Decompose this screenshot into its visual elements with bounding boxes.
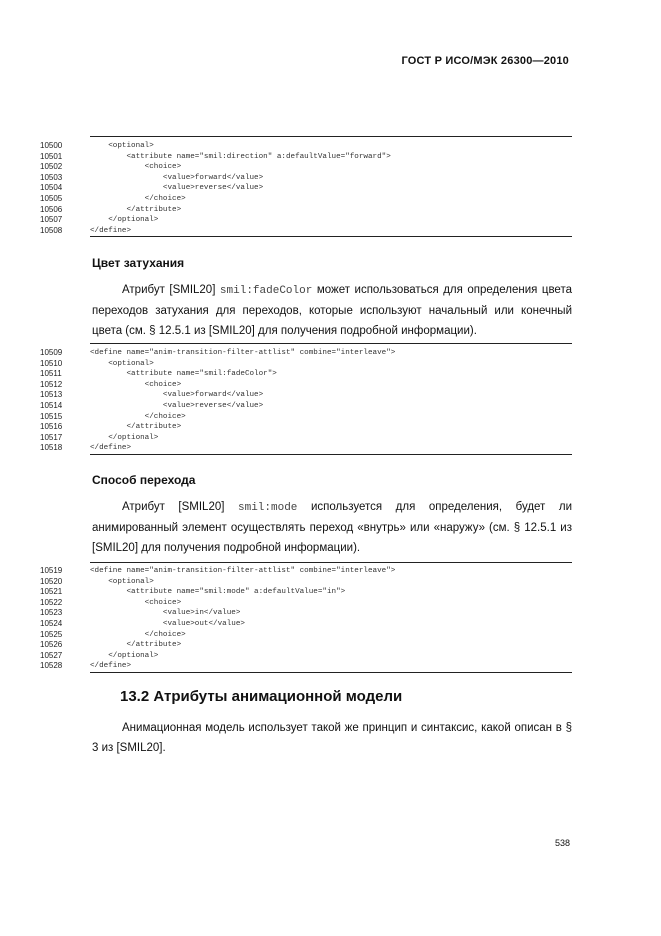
- code-line: [40, 577, 572, 588]
- code-block-3: [40, 562, 572, 673]
- code-block-2: [40, 343, 572, 455]
- code-text: </define>: [90, 662, 132, 671]
- line-number: 10508: [40, 225, 63, 235]
- code-line: [40, 369, 572, 380]
- code-text: <choice>: [90, 163, 182, 172]
- line-number: 10527: [40, 650, 63, 660]
- line-number: 10509: [40, 348, 63, 357]
- code-line: [40, 422, 572, 433]
- line-number: 10500: [40, 141, 63, 150]
- code-line: [40, 651, 572, 662]
- inline-code: smil:mode: [238, 502, 298, 514]
- code-text: <attribute name="smil:fadeColor">: [90, 370, 277, 379]
- paragraph-text: Атрибут [SMIL20]: [122, 501, 238, 513]
- code-lines: [40, 137, 572, 236]
- line-number: 10523: [40, 608, 63, 618]
- code-text: <value>forward</value>: [90, 391, 264, 400]
- paragraph-animation-model: [92, 718, 572, 758]
- line-number: 10528: [40, 661, 63, 671]
- code-text: </choice>: [90, 412, 186, 421]
- code-line: [40, 162, 572, 173]
- code-text: <choice>: [90, 380, 182, 389]
- code-line: [40, 640, 572, 651]
- code-line: [40, 566, 572, 577]
- code-text: <attribute name="smil:mode" a:defaultValue="in">: [90, 588, 346, 597]
- code-line: [40, 183, 572, 194]
- code-line: [40, 443, 572, 454]
- code-line: [40, 215, 572, 226]
- code-rule-bottom: [90, 454, 572, 455]
- code-text: <value>out</value>: [90, 619, 245, 628]
- code-text: </optional>: [90, 651, 159, 660]
- code-line: [40, 401, 572, 412]
- line-number: 10513: [40, 390, 63, 400]
- code-line: [40, 348, 572, 359]
- code-line: [40, 608, 572, 619]
- code-line: [40, 226, 572, 237]
- code-lines: [40, 563, 572, 672]
- line-number: 10514: [40, 400, 63, 410]
- paragraph-text: может использоваться для определения цвета переходов затухания для переходов, которые используют начальный или конечный цвета (см. § 12.5.1 из [SMIL20] для получения подробной информации).: [92, 284, 572, 337]
- code-line: [40, 390, 572, 401]
- line-number: 10521: [40, 587, 63, 597]
- code-text: </define>: [90, 226, 132, 235]
- line-number: 10501: [40, 151, 63, 161]
- document-header: ГОСТ Р ИСО/МЭК 26300—2010: [401, 55, 569, 67]
- line-number: 10520: [40, 576, 63, 586]
- code-rule-bottom: [90, 672, 572, 673]
- code-lines: [40, 344, 572, 454]
- line-number: 10515: [40, 411, 63, 421]
- line-number: 10516: [40, 422, 63, 432]
- code-text: </attribute>: [90, 423, 182, 432]
- code-text: <optional>: [90, 142, 154, 150]
- code-rule-bottom: [90, 236, 572, 237]
- code-text: </optional>: [90, 433, 159, 442]
- paragraph-text: Атрибут [SMIL20]: [122, 284, 220, 296]
- code-text: <define name="anim-transition-filter-attlist" combine="interleave">: [90, 567, 396, 575]
- code-text: <optional>: [90, 577, 154, 586]
- line-number: 10518: [40, 443, 63, 453]
- line-number: 10505: [40, 193, 63, 203]
- code-text: </optional>: [90, 216, 159, 225]
- code-line: [40, 598, 572, 609]
- code-text: </define>: [90, 444, 132, 453]
- code-line: [40, 205, 572, 216]
- code-text: <define name="anim-transition-filter-attlist" combine="interleave">: [90, 349, 396, 357]
- line-number: 10503: [40, 172, 63, 182]
- code-line: [40, 630, 572, 641]
- section-title-13-2: 13.2 Атрибуты анимационной модели: [120, 688, 403, 705]
- paragraph-text: используется для определения, будет ли анимированный элемент осуществлять переход «внутрь» или «наружу» (см. § 12.5.1 из [SMIL20] для получения подробной информации).: [92, 501, 572, 554]
- page-number: 538: [555, 838, 571, 848]
- line-number: 10506: [40, 204, 63, 214]
- code-line: [40, 619, 572, 630]
- code-text: </attribute>: [90, 641, 182, 650]
- line-number: 10511: [40, 369, 62, 379]
- section-heading-mode: Способ перехода: [92, 473, 196, 487]
- code-text: <choice>: [90, 598, 182, 607]
- code-line: [40, 152, 572, 163]
- line-number: 10526: [40, 640, 63, 650]
- code-text: </choice>: [90, 194, 186, 203]
- code-line: [40, 587, 572, 598]
- code-line: [40, 359, 572, 370]
- code-text: <value>reverse</value>: [90, 401, 264, 410]
- line-number: 10507: [40, 215, 63, 225]
- code-text: <attribute name="smil:direction" a:defaultValue="forward">: [90, 152, 391, 161]
- line-number: 10502: [40, 162, 63, 172]
- code-line: [40, 380, 572, 391]
- code-text: <value>forward</value>: [90, 173, 264, 182]
- code-text: <value>reverse</value>: [90, 184, 264, 193]
- line-number: 10510: [40, 358, 63, 368]
- code-line: [40, 173, 572, 184]
- line-number: 10519: [40, 566, 63, 575]
- code-text: <optional>: [90, 359, 154, 368]
- line-number: 10522: [40, 597, 63, 607]
- paragraph-text: Анимационная модель использует такой же принцип и синтаксис, какой описан в § 3 из [SMIL20].: [92, 722, 572, 754]
- code-text: </attribute>: [90, 205, 182, 214]
- code-text: <value>in</value>: [90, 609, 241, 618]
- paragraph-fade-color: [92, 280, 572, 341]
- line-number: 10525: [40, 629, 63, 639]
- code-line: [40, 412, 572, 423]
- section-heading-fade-color: Цвет затухания: [92, 256, 185, 270]
- code-text: </choice>: [90, 630, 186, 639]
- code-line: [40, 433, 572, 444]
- inline-code: smil:fadeColor: [219, 285, 313, 297]
- code-line: [40, 661, 572, 672]
- line-number: 10504: [40, 183, 63, 193]
- line-number: 10517: [40, 432, 63, 442]
- line-number: 10512: [40, 379, 63, 389]
- line-number: 10524: [40, 618, 63, 628]
- code-line: [40, 194, 572, 205]
- code-line: [40, 141, 572, 152]
- paragraph-mode: [92, 497, 572, 558]
- code-block-1: [40, 136, 572, 237]
